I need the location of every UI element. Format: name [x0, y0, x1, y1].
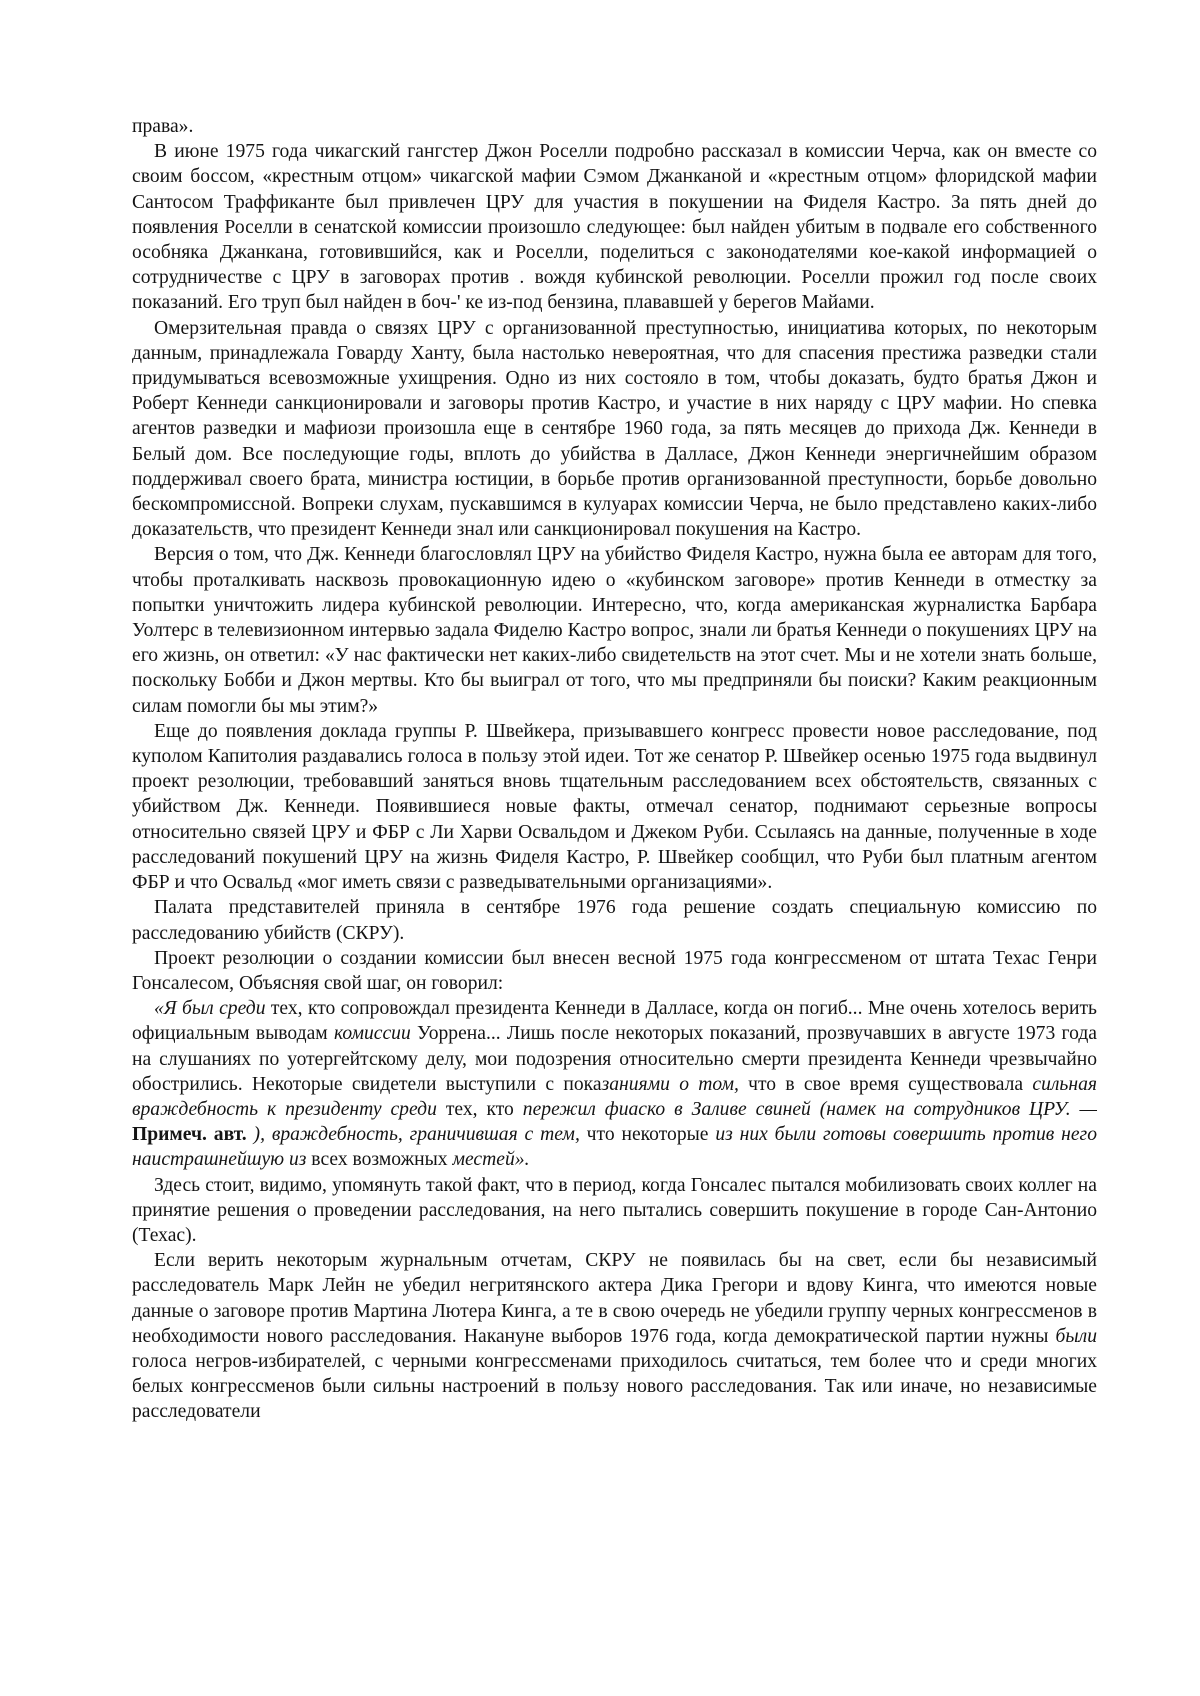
text-run: Омерзительная правда о связях ЦРУ с организованной преступностью, инициатива которых, по некоторым данным, принадлежала Говарду Ханту, была настолько невероятная, что для спасения престижа разведки стали придумываться всевозможные ухищрения. Одно из них состояло в том, чтобы доказать, будто братья Джон и Роберт Кеннеди санкционировали и заговоры против Кастро, и участие в них наряду с ЦРУ мафии. Но спевка агентов разведки и мафиози произошла еще в сентябре 1960 года, за пять месяцев до прихода Дж. Кеннеди в Белый дом. Все последующие годы, вплоть до убийства в Далласе, Джон Кеннеди энергичнейшим образом поддерживал своего брата, министра юстиции, в борьбе против организованной преступности, борьбе довольно бескомпромиссной. Вопреки слухам, пускавшимся в кулуарах комиссии Черча, не было представлено каких-либо доказательств, что президент Кеннеди знал или санкционировал покушения на Кастро.: [132, 317, 1097, 541]
text-run: что некоторые: [579, 1124, 716, 1146]
text-run: «Я был среди: [154, 998, 266, 1020]
text-run: всех возможных: [306, 1149, 453, 1171]
document-page: [132, 114, 1097, 1425]
paragraph: [132, 996, 1097, 1172]
text-run: местей».: [452, 1149, 530, 1171]
text-run: Примеч. авт.: [132, 1124, 247, 1146]
paragraph: [132, 1173, 1097, 1249]
text-run: заниями о том,: [601, 1073, 739, 1095]
text-run: ), враждебность, граничившая с тем,: [246, 1124, 580, 1146]
paragraph: [132, 316, 1097, 543]
text-run: В июне 1975 года чикагский гангстер Джон Роселли подробно рассказал в комиссии Черча, как он вместе со своим боссом, «крестным отцом» чикагской мафии Сэмом Джанканой и «крестным отцом» флоридской мафии Сантосом Траффиканте был привлечен ЦРУ для участия в покушении на Фиделя Кастро. За пять дней до появления Роселли в сенатской комиссии произошло следующее: был найден убитым в подвале его собственного особняка Джанкана, готовившийся, как и Роселли, поделиться с законодателями кое-какой информацией о сотрудничестве с ЦРУ в заговорах против . вождя кубинской революции. Роселли прожил год после своих показаний. Его труп был найден в боч-' ке из-под бензина, плававшей у берегов Майами.: [132, 141, 1097, 314]
text-run: что в свое время существовала: [738, 1073, 1033, 1095]
text-run: Если верить некоторым журнальным отчетам, СКРУ не появилась бы на свет, если бы независимый расследователь Марк Лейн не убедил негритянского актера Дика Грегори и вдову Кинга, что имеются новые данные о заговоре против Мартина Лютера Кинга, а те в свою очередь не убедили группу черных конгрессменов в необходимости нового расследования. Накануне выборов 1976 года, когда демократической партии нужны: [132, 1250, 1097, 1347]
text-run: Палата представителей приняла в сентябре 1976 года решение создать специальную комиссию по расследованию убийств (СКРУ).: [132, 897, 1097, 944]
text-run: Проект резолюции о создании комиссии был внесен весной 1975 года конгрессменом от штата Техас Генри Гонсалесом, Объясняя свой шаг, он говорил:: [132, 947, 1097, 994]
paragraph: [132, 139, 1097, 315]
text-run: Здесь стоит, видимо, упомянуть такой факт, что в период, когда Гонсалес пытался мобилизовать своих коллег на принятие решения о проведении расследования, на него пытались совершить покушение в городе Сан-Антонио (Техас).: [132, 1174, 1097, 1246]
paragraph: [132, 895, 1097, 945]
paragraph: [132, 114, 1097, 139]
paragraph: [132, 719, 1097, 895]
text-run: из них были готовы совершить против него наистрашнейшую из: [132, 1124, 1097, 1171]
paragraph: [132, 1248, 1097, 1424]
text-run: голоса негров-избирателей, с черными конгрессменами приходилось считаться, тем более что и среди многих белых конгрессменов были сильны настроений в пользу нового расследования. Так или иначе, но независимые расследователи: [132, 1350, 1097, 1423]
text-run: комиссии: [333, 1023, 411, 1045]
text-run: Уоррена... Лишь после некоторых показаний, прозвучавших в августе 1973 года на слушаниях по уотергейтскому делу, мои подозрения относительно смерти президента Кеннеди чрезвычайно обострились. Некоторые свидетели выступили с пока: [132, 1023, 1097, 1095]
text-run: тех, кто сопровождал президента Кеннеди в Далласе, когда он погиб... Мне очень хотелось верить официальным выводам: [132, 998, 1097, 1045]
text-run: Еще до появления доклада группы Р. Швейкера, призывавшего конгресс провести новое расследование, под куполом Капитолия раздавались голоса в пользу этой идеи. Тот же сенатор Р. Швейкер осенью 1975 года выдвинул проект резолюции, требовавший заняться вновь тщательным расследованием всех обстоятельств, связанных с убийством Дж. Кеннеди. Появившиеся новые факты, отмечал сенатор, поднимают серьезные вопросы относительно связей ЦРУ и ФБР с Ли Харви Освальдом и Джеком Руби. Ссылаясь на данные, полученные в ходе расследований покушений ЦРУ на жизнь Фиделя Кастро, Р. Швейкер сообщил, что Руби был платным агентом ФБР и что Освальд «мог иметь связи с разведывательными организациями».: [132, 720, 1097, 894]
text-run: пережил фиаско в Заливе свиней (намек на сотрудников ЦРУ. —: [522, 1098, 1097, 1120]
paragraph: [132, 946, 1097, 996]
paragraph: [132, 542, 1097, 718]
text-run: права».: [132, 116, 194, 137]
text-run: Версия о том, что Дж. Кеннеди благословлял ЦРУ на убийство Фиделя Кастро, нужна была ее авторам для того, чтобы проталкивать насквозь провокационную идею о «кубинском заговоре» против Кеннеди в отместку за попытки уничтожить лидера кубинской революции. Интересно, что, когда американская журналистка Барбара Уолтерс в телевизионном интервью задала Фиделю Кастро вопрос, знали ли братья Кеннеди о покушениях ЦРУ на его жизнь, он ответил: «У нас фактически нет каких-либо свидетельств на этот счет. Мы и не хотели знать больше, поскольку Бобби и Джон мертвы. Кто бы выиграл от того, что мы предприняли бы поиски? Каким реакционным силам помогли бы мы этим?»: [132, 544, 1097, 717]
text-run: тех, кто: [436, 1098, 523, 1120]
text-run: были: [1055, 1325, 1097, 1347]
text-run: сильная враждебность к президенту среди: [132, 1073, 1097, 1120]
